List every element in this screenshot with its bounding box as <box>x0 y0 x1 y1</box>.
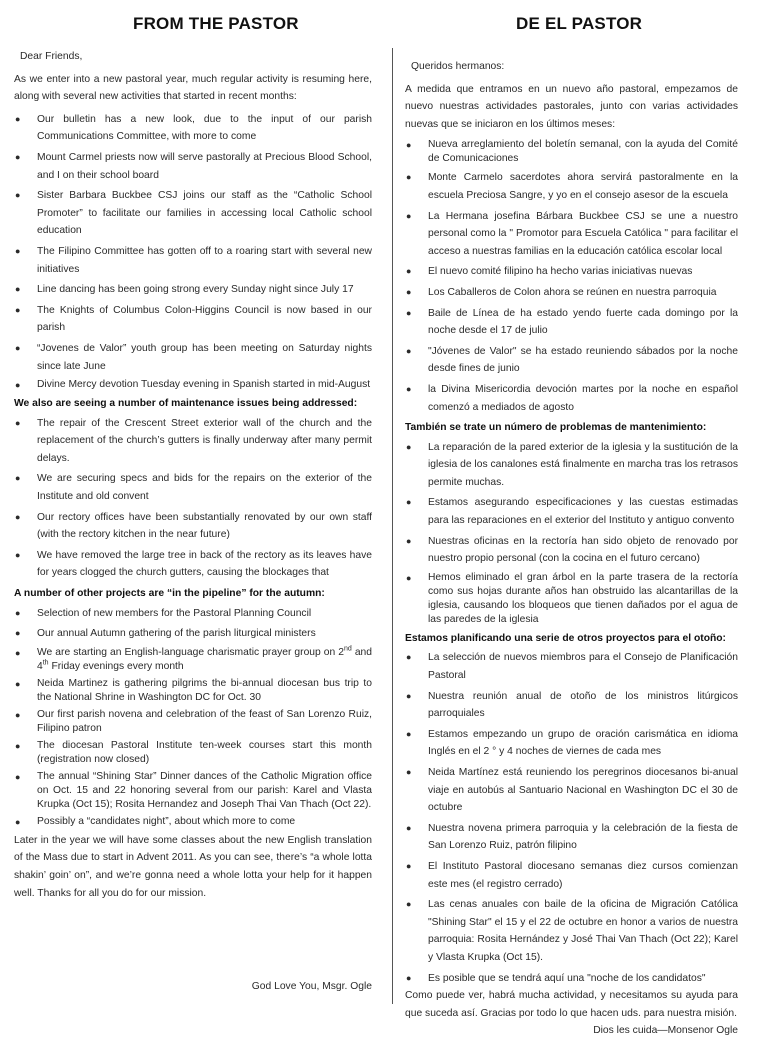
list-item: ● Sister Barbara Buckbee CSJ joins our staff as the “Catholic School Promoter” to facilitate our families in accessing local Catholic school education <box>14 187 372 240</box>
page-title-english: FROM THE PASTOR <box>133 14 299 33</box>
bullet-icon: ● <box>15 151 21 162</box>
bullet-icon: ● <box>15 816 21 827</box>
page-title-spanish: DE EL PASTOR <box>516 14 643 33</box>
bullet-icon: ● <box>406 210 412 221</box>
section-heading-maintenance: También se trate un número de problemas de mantenimiento: <box>405 422 707 434</box>
bullet-icon: ● <box>406 307 412 318</box>
intro-paragraph: As we enter into a new pastoral year, much regular activity is resuming here, along with several new activities that started in recent months: <box>14 73 372 103</box>
list-item: ● Our bulletin has a new look, due to the input of our parish Communications Committee, with more to come <box>14 111 372 146</box>
bullet-icon: ● <box>15 473 21 484</box>
bullet-icon: ● <box>406 899 412 910</box>
list-item: ● la Divina Misericordia devoción martes por la noche en español comenzó a mediados de agosto <box>405 381 738 416</box>
list-item: ● Nuestras oficinas en la rectoría han sido objeto de renovado por nuestro propio personal (con la cocina en el futuro cercano) <box>405 533 738 568</box>
list-item: ● The Knights of Columbus Colon-Higgins Council is now based in our parish <box>14 302 372 337</box>
list-item: ● We are securing specs and bids for the repairs on the exterior of the Institute and old convent <box>14 470 372 505</box>
bullet-icon: ● <box>406 345 412 356</box>
list-item: ● Our annual Autumn gathering of the parish liturgical ministers <box>14 625 372 643</box>
list-item: ● Mount Carmel priests now will serve pastorally at Precious Blood School, and I on their school board <box>14 149 372 184</box>
greeting: Dear Friends, <box>20 51 83 62</box>
bullet-icon: ● <box>406 690 412 701</box>
list-item: ● Our rectory offices have been substantially renovated by our own staff (with the rectory kitchen in the near future) <box>14 509 372 544</box>
list-item: ● Baile de Línea de ha estado yendo fuerte cada domingo por la noche desde el 17 de julio <box>405 305 738 340</box>
bullet-icon: ● <box>15 417 21 428</box>
bullet-icon: ● <box>15 284 21 295</box>
bullet-icon: ● <box>406 441 412 452</box>
bullet-icon: ● <box>406 266 412 277</box>
list-item: ● Possibly a “candidates night”, about which more to come <box>15 815 296 827</box>
list-item: ● Nuestra novena primera parroquia y la celebración de la fiesta de San Lorenzo Ruiz, patrón filipino <box>405 820 738 855</box>
list-item: ● Our first parish novena and celebration of the feast of San Lorenzo Ruiz, Filipino patron <box>15 708 372 734</box>
bullet-icon: ● <box>15 304 21 315</box>
list-item: ● We are starting an English-language charismatic prayer group on 2nd and 4th Friday evenings every month <box>15 645 373 672</box>
list-item: ● Los Caballeros de Colon ahora se reúnen en nuestra parroquia <box>405 284 738 302</box>
bullet-icon: ● <box>406 822 412 833</box>
signature: Dios les cuida—Monsenor Ogle <box>593 1025 738 1037</box>
list-item: ● Monte Carmelo sacerdotes ahora servirá pastoralmente en la escuela Preciosa Sangre, y yo en el consejo asesor de la escuela <box>405 169 738 204</box>
column-divider <box>392 48 393 1004</box>
bullet-icon: ● <box>406 172 412 183</box>
list-item: ● “Jovenes de Valor” youth group has been meeting on Saturday nights since late June <box>14 340 372 375</box>
list-item: ● The Filipino Committee has gotten off to a roaring start with several new initiatives <box>14 243 372 278</box>
list-item: ● Nuestra reunión anual de otoño de los ministros litúrgicos parroquiales <box>405 688 738 723</box>
closing-paragraph: Como puede ver, habrá mucha actividad, y necesitamos su ayuda para que suceda así. Gracias por todo lo que hacen uds. para nuestra misión. <box>405 990 738 1019</box>
bullet-icon: ● <box>15 678 21 689</box>
list-item: ● Neida Martinez is gathering pilgrims the bi-annual diocesan bus trip to the National Shrine in Washington DC for Oct. 30 <box>15 677 372 703</box>
list-item: ● Estamos empezando un grupo de oración carismática en idioma Inglés en el 2 ° y 4 noches de viernes de cada mes <box>405 726 738 761</box>
bullet-icon: ● <box>406 286 412 297</box>
list-item: ● La reparación de la pared exterior de la iglesia y la sustitución de la iglesia de los canalones está finalmente en marcha tras los retrasos permite muchas. <box>405 439 738 492</box>
list-item: ● Estamos asegurando especificaciones y las cuestas estimadas para las reparaciones en el exterior del Instituto y antiguo convento <box>405 494 738 529</box>
list-item: ● El nuevo comité filipino ha hecho varias iniciativas nuevas <box>405 263 738 281</box>
list-item: ● La Hermana josefina Bárbara Buckbee CSJ se une a nuestro personal como la " Promotor para Escuela Católica " para facilitar el acceso a nuestras familias en la educación católica escolar local <box>405 208 738 261</box>
bullet-icon: ● <box>15 647 21 658</box>
list-item: ● Neida Martínez está reuniendo los peregrinos diocesanos bi-anual viaje en autobús al Santuario Nacional en Washington DC el 30 de octubre <box>405 764 738 817</box>
list-item: ● Hemos eliminado el gran árbol en la parte trasera de la rectoría como sus hojas durante años han obstruido las alcantarillas de la iglesia, causando los bloqueos que tienen dañados por el agua de las paredes de la iglesia <box>406 571 738 625</box>
bullet-icon: ● <box>406 497 412 508</box>
greeting: Queridos hermanos: <box>411 61 505 72</box>
bullet-icon: ● <box>406 972 412 983</box>
bullet-icon: ● <box>15 628 21 639</box>
bullet-icon: ● <box>15 511 21 522</box>
list-item: ● La selección de nuevos miembros para el Consejo de Planificación Pastoral <box>405 649 738 684</box>
english-column <box>14 48 373 992</box>
list-item: ● Es posible que se tendrá aquí una "noche de los candidatos" <box>405 970 738 988</box>
list-item: ● The annual “Shining Star” Dinner dances of the Catholic Migration office on Oct. 15 and 22 honoring several from our parish: Karel and Vlasta Krupka (Oct 15); Rosita Hernandez and Joseph Thai Van Thach (Oct 22). <box>15 770 372 810</box>
bullet-icon: ● <box>406 572 412 583</box>
list-item: ● Line dancing has been going strong every Sunday night since July 17 <box>14 281 372 299</box>
list-item: ● We have removed the large tree in back of the rectory as its leaves have for years clogged the church gutters, causing the blockages that <box>14 547 372 582</box>
bullet-icon: ● <box>15 113 21 124</box>
section-heading-projects: Estamos planificando una serie de otros proyectos para el otoño: <box>405 632 726 644</box>
closing-paragraph: Later in the year we will have some classes about the new English translation of the Mass due to start in Advent 2011. As you can see, there’s “a whole lotta shakin’ goin’ on”, and we’re gonna need a whole lotta your help for it happen well. Thanks for all you do for our mission. <box>14 834 372 899</box>
list-item: ● The repair of the Crescent Street exterior wall of the church and the replacement of the church’s gutters is finally underway after many permit delays. <box>14 415 372 468</box>
bullet-icon: ● <box>406 383 412 394</box>
section-heading-projects: A number of other projects are “in the pipeline” for the autumn: <box>14 588 325 600</box>
bullet-icon: ● <box>15 342 21 353</box>
bullet-icon: ● <box>406 860 412 871</box>
spanish-column <box>405 58 738 1040</box>
bullet-icon: ● <box>15 740 21 751</box>
list-item: ● El Instituto Pastoral diocesano semanas diez cursos comienzan este mes (el registro cerrado) <box>405 858 738 893</box>
bullet-icon: ● <box>406 767 412 777</box>
list-item: ● The diocesan Pastoral Institute ten-week courses start this month (registration now closed) <box>15 739 372 765</box>
bullet-icon: ● <box>15 380 21 391</box>
bullet-icon: ● <box>15 549 21 560</box>
bullet-icon: ● <box>15 607 21 618</box>
bullet-icon: ● <box>15 771 21 782</box>
bullet-icon: ● <box>406 140 412 151</box>
list-item: ● Divine Mercy devotion Tuesday evening in Spanish started in mid-August <box>15 379 371 391</box>
signature: God Love You, Msgr. Ogle <box>251 981 372 992</box>
bullet-icon: ● <box>406 535 412 546</box>
section-heading-maintenance: We also are seeing a number of maintenance issues being addressed: <box>14 398 358 410</box>
bullet-icon: ● <box>15 190 21 201</box>
intro-paragraph: A medida que entramos en un nuevo año pastoral, empezamos de nuevo nuestras actividades pastorales, junto con varias actividades nuevas que se iniciaron en los últimos meses: <box>405 83 738 130</box>
list-item: ● Nueva arreglamiento del boletín semanal, con la ayuda del Comité de Comunicaciones <box>406 139 738 165</box>
list-item: ● Selection of new members for the Pastoral Planning Council <box>14 605 372 623</box>
bullet-icon: ● <box>15 709 21 720</box>
bullet-icon: ● <box>406 652 412 663</box>
list-item: ● Las cenas anuales con baile de la oficina de Migración Católica "Shining Star" el 15 y el 22 de octubre en honor a varios de nuestra parroquia: Rosita Hernández y José Thai Van Thach (Oct 22); Karel y Vlasta Krupka (Oct 15). <box>405 896 738 966</box>
bullet-icon: ● <box>15 245 21 256</box>
bullet-icon: ● <box>406 728 412 739</box>
list-item: ● "Jóvenes de Valor" se ha estado reuniendo sábados por la noche desde fines de junio <box>405 343 738 378</box>
